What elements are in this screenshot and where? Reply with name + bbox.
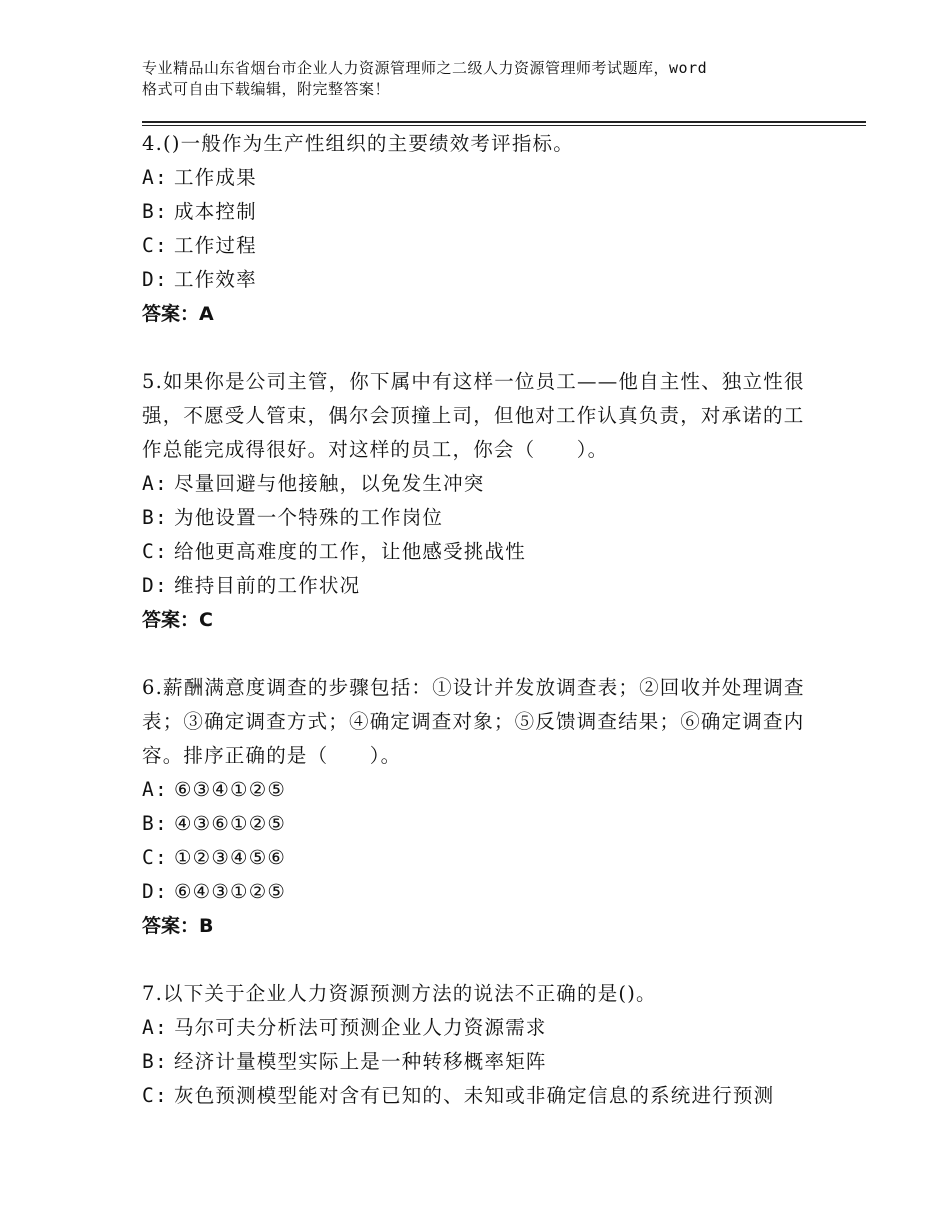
option-a (142, 467, 822, 501)
option-a (142, 1011, 822, 1045)
header-line-1: 专业精品山东省烟台市企业人力资源管理师之二级人力资源管理师考试题库，word (142, 59, 708, 77)
answer: 答案：B (142, 915, 214, 937)
question-5 (142, 365, 822, 637)
option-c (142, 1079, 822, 1113)
question-6 (142, 671, 822, 943)
answer: 答案：A (142, 303, 214, 325)
option-b (142, 501, 822, 535)
option-d (142, 263, 822, 297)
option-label: C: (142, 1084, 168, 1107)
option-label: B: (142, 812, 168, 835)
option-text: 维持目前的工作状况 (174, 574, 361, 597)
option-label: D: (142, 268, 168, 291)
option-text: 成本控制 (174, 200, 257, 223)
option-text: 工作效率 (174, 268, 257, 291)
question-text: 7.以下关于企业人力资源预测方法的说法不正确的是()。 (142, 982, 657, 1005)
option-a (142, 773, 822, 807)
question-list (142, 127, 822, 1113)
option-a (142, 161, 822, 195)
option-label: B: (142, 1050, 168, 1073)
header-line-2: 格式可自由下载编辑，附完整答案！ (142, 80, 391, 98)
option-d (142, 875, 822, 909)
option-text: 给他更高难度的工作，让他感受挑战性 (174, 540, 526, 563)
option-label: D: (142, 574, 168, 597)
option-b (142, 1045, 822, 1079)
option-c (142, 535, 822, 569)
option-text: 马尔可夫分析法可预测企业人力资源需求 (174, 1016, 547, 1039)
option-text: ①②③④⑤⑥ (174, 846, 287, 869)
option-c (142, 841, 822, 875)
option-d (142, 569, 822, 603)
option-label: B: (142, 200, 168, 223)
option-label: A: (142, 166, 168, 189)
question-text: 6.薪酬满意度调查的步骤包括：①设计并发放调查表；②回收并处理调查表；③确定调查方式；④确定调查对象；⑤反馈调查结果；⑥确定调查内容。排序正确的是（ ）。 (142, 676, 805, 767)
question-7 (142, 977, 822, 1113)
option-label: C: (142, 540, 168, 563)
option-b (142, 807, 822, 841)
option-label: A: (142, 472, 168, 495)
option-label: A: (142, 1016, 168, 1039)
option-label: A: (142, 778, 168, 801)
option-text: 灰色预测模型能对含有已知的、未知或非确定信息的系统进行预测 (174, 1084, 775, 1107)
document-header (142, 58, 822, 100)
header-divider (142, 121, 866, 123)
option-b (142, 195, 822, 229)
option-text: ⑥③④①②⑤ (174, 778, 287, 801)
option-text: ④③⑥①②⑤ (174, 812, 287, 835)
option-c (142, 229, 822, 263)
answer: 答案：C (142, 609, 213, 631)
option-text: 为他设置一个特殊的工作岗位 (174, 506, 444, 529)
option-text: 工作成果 (174, 166, 257, 189)
option-label: C: (142, 234, 168, 257)
question-4 (142, 127, 822, 331)
option-label: D: (142, 880, 168, 903)
option-label: B: (142, 506, 168, 529)
question-text: 5.如果你是公司主管，你下属中有这样一位员工——他自主性、独立性很强，不愿受人管束，偶尔会顶撞上司，但他对工作认真负责，对承诺的工作总能完成得很好。对这样的员工，你会（ ）。 (142, 370, 805, 461)
option-text: ⑥④③①②⑤ (174, 880, 287, 903)
header-divider-thin (142, 125, 866, 126)
option-text: 经济计量模型实际上是一种转移概率矩阵 (174, 1050, 547, 1073)
option-text: 尽量回避与他接触，以免发生冲突 (174, 472, 485, 495)
option-label: C: (142, 846, 168, 869)
question-text: 4.()一般作为生产性组织的主要绩效考评指标。 (142, 132, 574, 155)
option-text: 工作过程 (174, 234, 257, 257)
